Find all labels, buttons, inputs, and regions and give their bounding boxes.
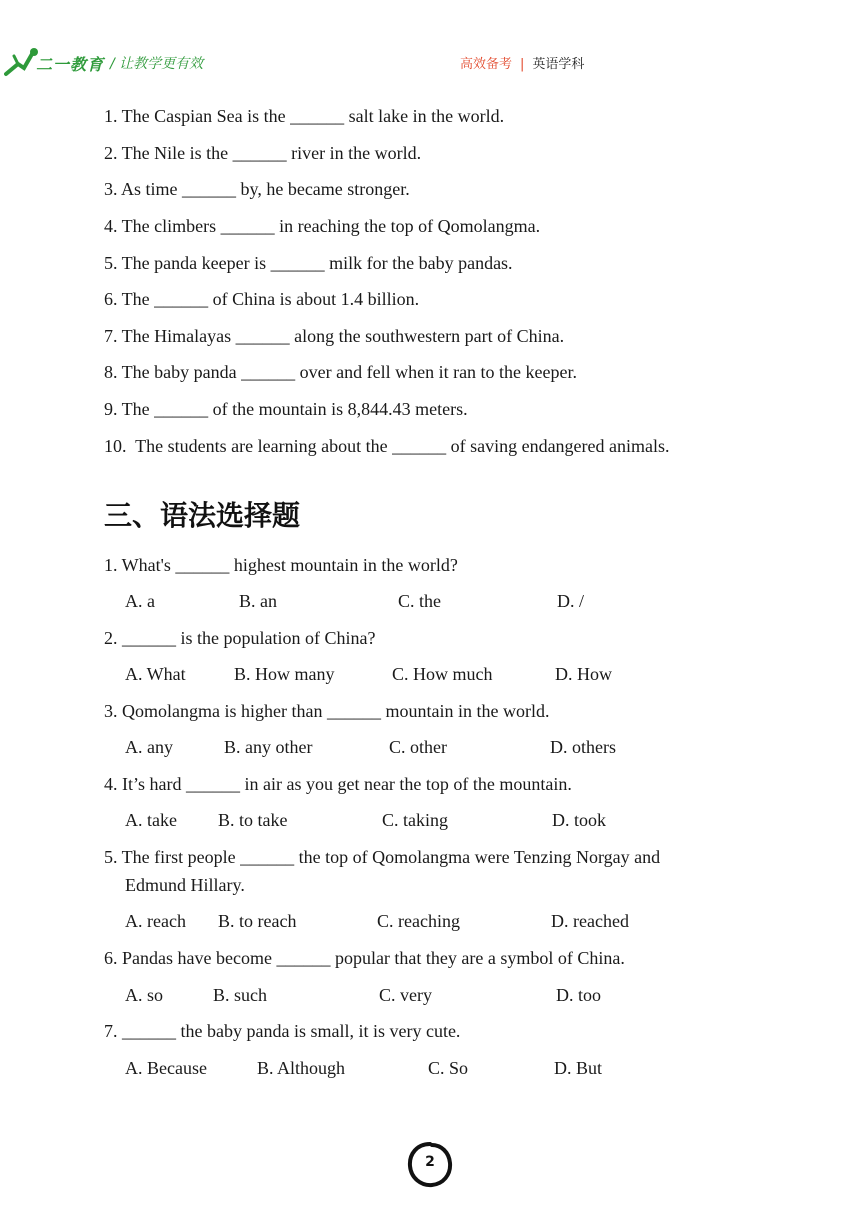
option-a: A. take	[125, 810, 177, 830]
fill-blank-item: 7. The Himalayas ______ along the southwestern part of China.	[104, 326, 565, 346]
option-a: A. Because	[125, 1058, 207, 1078]
section-title: 三、语法选择题	[104, 499, 301, 532]
option-d: D. took	[552, 810, 606, 830]
option-c: C. How much	[392, 664, 493, 684]
option-c: C. So	[428, 1058, 469, 1078]
option-c: C. very	[379, 985, 432, 1005]
page-number: 2	[425, 1154, 435, 1170]
question-text: 6. Pandas have become ______ popular that they are a symbol of China.	[104, 948, 625, 968]
option-b: B. such	[213, 985, 267, 1005]
question-text: 3. Qomolangma is higher than ______ mountain in the world.	[104, 701, 550, 721]
question-text: 4. It’s hard ______ in air as you get near the top of the mountain.	[104, 774, 572, 794]
brand-name: 二一教育	[36, 55, 105, 74]
option-d: D. How	[555, 664, 612, 684]
fill-blank-item: 4. The climbers ______ in reaching the top of Qomolangma.	[104, 216, 541, 236]
option-b: B. Although	[257, 1058, 346, 1078]
fill-blank-item: 10. The students are learning about the ______ of saving endangered animals.	[104, 436, 670, 456]
option-b: B. to reach	[218, 911, 297, 931]
fill-blank-item: 3. As time ______ by, he became stronger.	[104, 179, 410, 199]
question-text-continued: Edmund Hillary.	[125, 875, 245, 895]
option-b: B. to take	[218, 810, 288, 830]
option-d: D. too	[556, 985, 601, 1005]
question-text: 1. What's ______ highest mountain in the world?	[104, 555, 458, 575]
option-c: C. other	[389, 737, 447, 757]
option-d: D. /	[557, 591, 584, 611]
page-header	[0, 42, 860, 84]
question-text: 5. The first people ______ the top of Qomolangma were Tenzing Norgay and	[104, 847, 661, 867]
option-a: A. any	[125, 737, 173, 757]
fill-blank-item: 2. The Nile is the ______ river in the world.	[104, 143, 422, 163]
fill-blank-item: 1. The Caspian Sea is the ______ salt lake in the world.	[104, 106, 505, 126]
fill-blank-item: 8. The baby panda ______ over and fell when it ran to the keeper.	[104, 362, 578, 382]
header-exam-prep: 高效备考	[460, 57, 513, 72]
fill-blank-item: 6. The ______ of China is about 1.4 billion.	[104, 289, 420, 309]
header-subject-name: 英语学科	[532, 57, 585, 72]
option-a: A. What	[125, 664, 186, 684]
header-subject	[460, 53, 584, 72]
option-d: D. But	[554, 1058, 603, 1078]
header-separator: |	[520, 57, 525, 72]
brand-slogan: / 让教学更有效	[110, 56, 204, 72]
option-d: D. reached	[551, 911, 629, 931]
question-text: 7. ______ the baby panda is small, it is very cute.	[104, 1021, 461, 1041]
option-c: C. reaching	[377, 911, 460, 931]
option-b: B. an	[239, 591, 277, 611]
fill-blank-item: 5. The panda keeper is ______ milk for the baby pandas.	[104, 253, 513, 273]
option-d: D. others	[550, 737, 616, 757]
option-b: B. How many	[234, 664, 335, 684]
option-a: A. so	[125, 985, 164, 1005]
fill-blank-item: 9. The ______ of the mountain is 8,844.43 meters.	[104, 399, 468, 419]
option-c: C. the	[398, 591, 441, 611]
option-b: B. any other	[224, 737, 313, 757]
option-c: C. taking	[382, 810, 448, 830]
option-a: A. a	[125, 591, 155, 611]
question-text: 2. ______ is the population of China?	[104, 628, 376, 648]
option-a: A. reach	[125, 911, 186, 931]
